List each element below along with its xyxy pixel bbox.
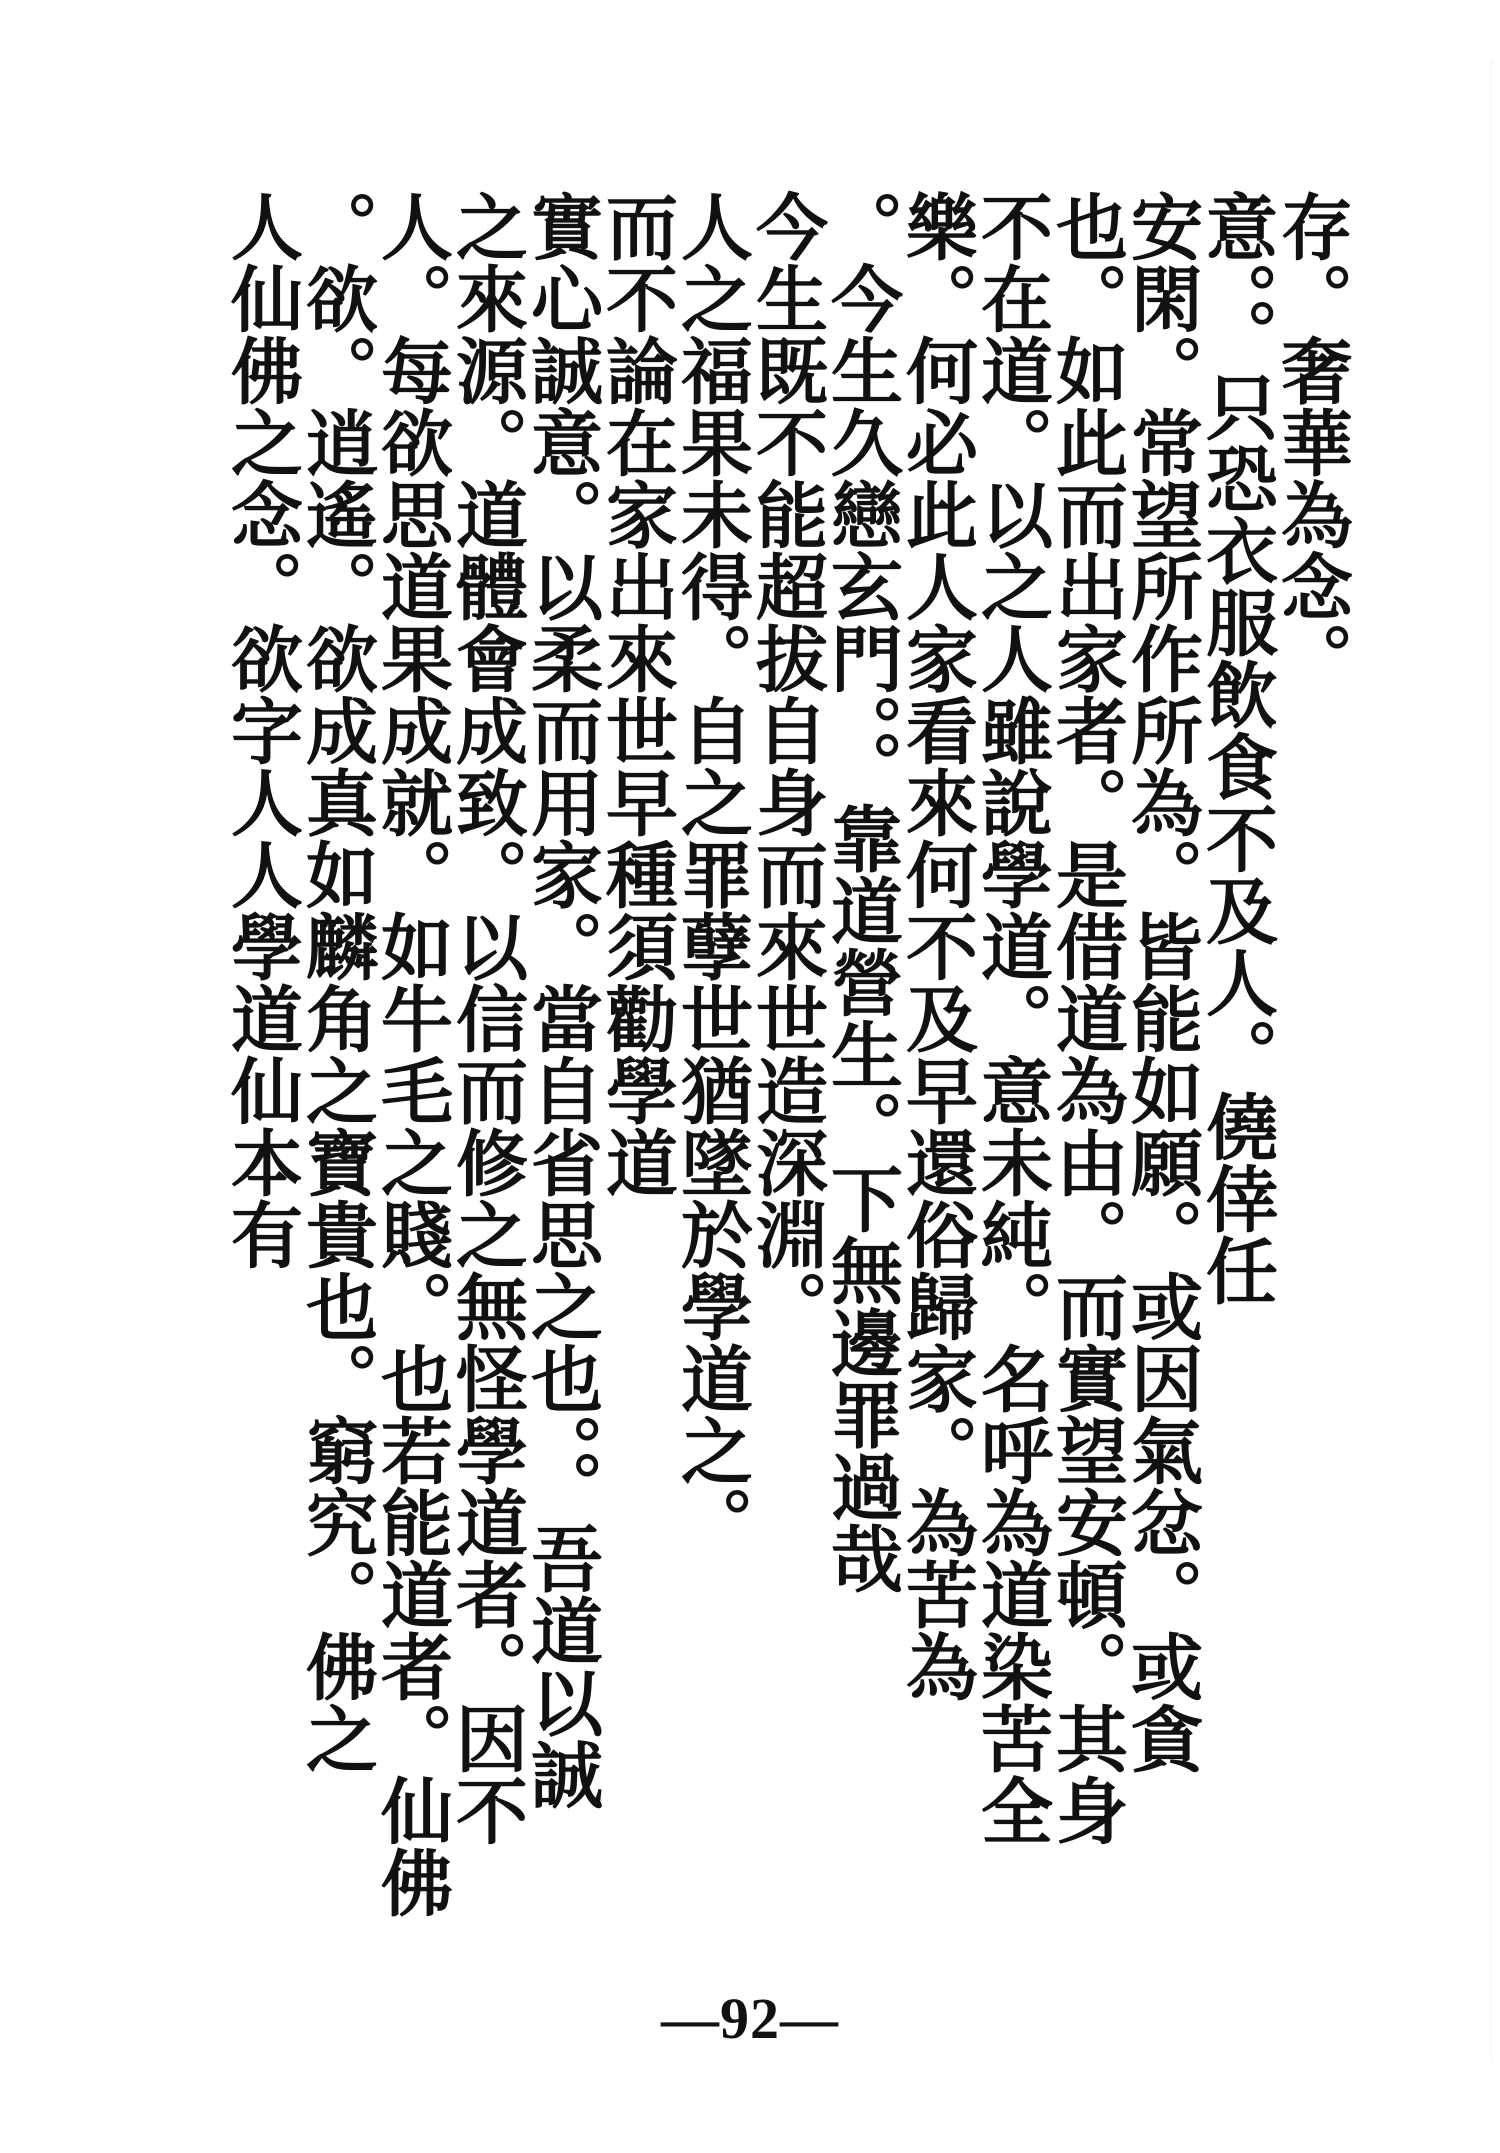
text-column-9: 人之福果未得。自之罪孽世猶墜於學道之。 <box>669 190 754 1558</box>
text-column-12: 之來源。道體會成致。以信而修之無怪學道者。因不 <box>444 190 529 1846</box>
scan-edge-specks <box>1489 60 1492 2060</box>
vertical-text-block <box>205 190 1355 1950</box>
page-number: —92— <box>661 1986 839 2051</box>
text-column-5: 不在道。以之人雖說學道。意未純。名呼為道染苦全 <box>969 190 1054 1846</box>
text-column-7: 。今生久戀玄門。。靠道營生。下無邊罪過哉 <box>819 190 904 1594</box>
text-column-6: 樂。何必此人家看來何不及早還俗歸家。為苦為 <box>894 190 979 1702</box>
text-column-4: 也。如此而出家者。是借道為由。而實望安頓。其身 <box>1044 190 1129 1846</box>
text-column-14: 。欲。逍遙。欲成真如麟角之寶貴也。窮究。佛之 <box>294 190 379 1774</box>
text-column-1: 存。奢華為念。 <box>1269 190 1354 694</box>
text-column-8: 今生既不能超拔自身而來世造深淵。 <box>744 190 829 1342</box>
text-column-3: 安閑。常望所作所為。皆能如願。或因氣忿。或貪 <box>1119 190 1204 1774</box>
text-column-10: 而不論在家出來世早種須勸學道 <box>594 190 679 1198</box>
text-column-11: 實心誠意。以柔而用家。當自省思之也。。吾道以誠 <box>519 190 604 1810</box>
text-column-13: 人。每欲思道果成就。如牛毛之賤。也若能道者。仙佛 <box>369 190 454 1918</box>
text-column-15: 人仙佛之念。欲字人人學道仙本有 <box>219 190 304 1270</box>
text-column-2: 意。。只恐衣服飲食不及人。僥倖任 <box>1194 190 1279 1306</box>
